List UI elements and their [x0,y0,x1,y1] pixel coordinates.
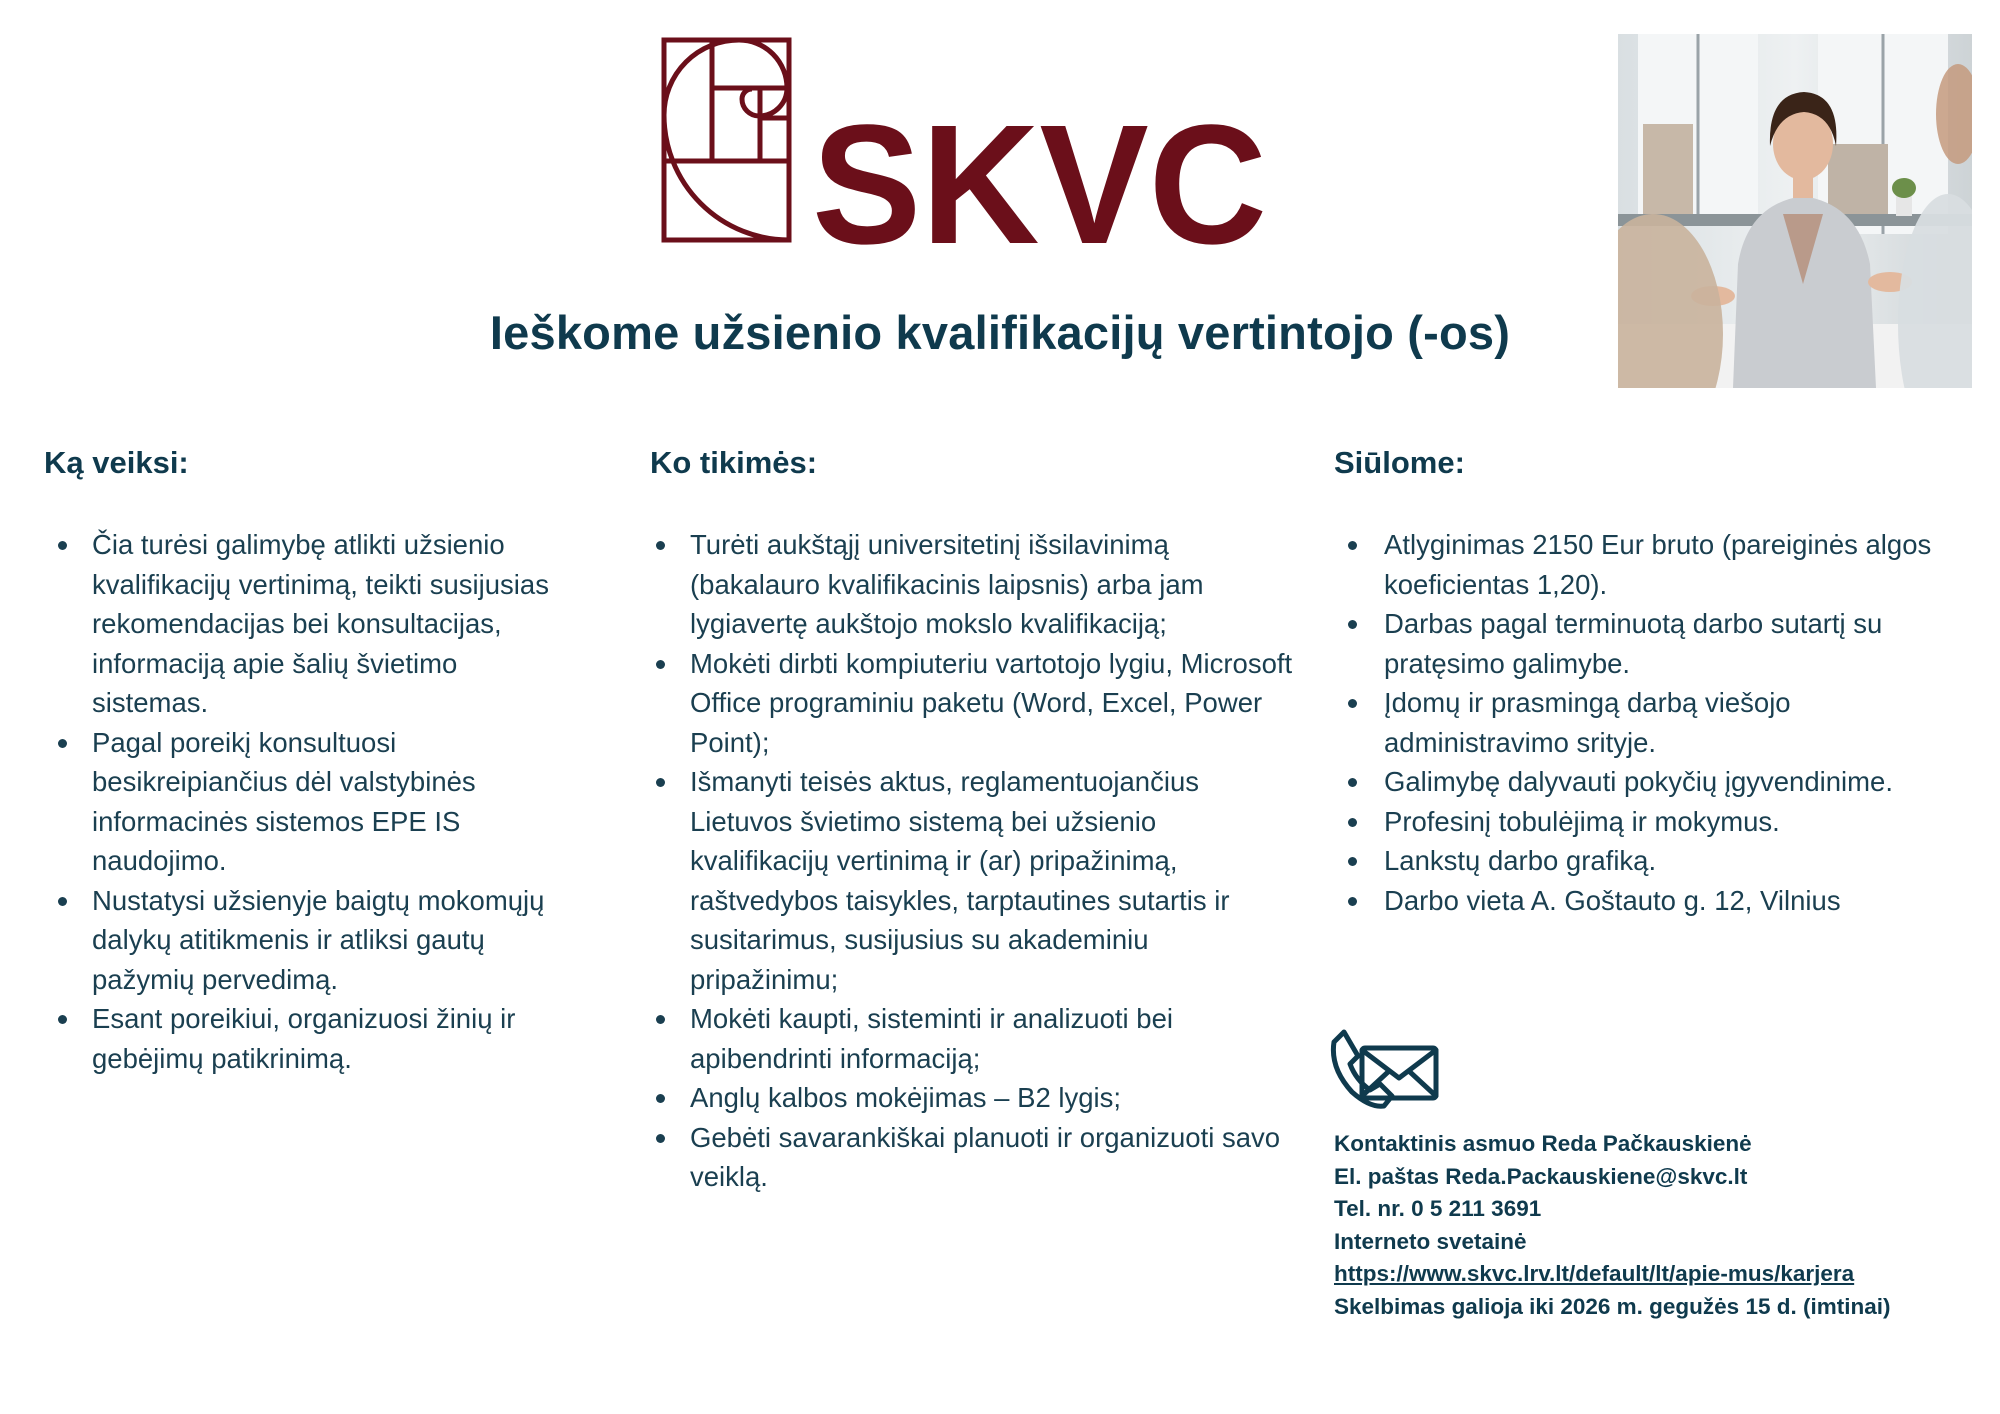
column-requirements [650,445,1300,1197]
list-item: Pagal poreikį konsultuosi besikreipiančius dėl valstybinės informacinės sistemos EPE IS naudojimo. [44,723,564,881]
list-item: Lankstų darbo grafiką. [1334,841,1964,881]
list-item: Čia turėsi galimybę atlikti užsienio kvalifikacijų vertinimą, teikti susijusias rekomendacijas bei konsultacijas, informaciją apie šalių švietimo sistemas. [44,525,564,723]
list-item: Darbas pagal terminuotą darbo sutartį su pratęsimo galimybe. [1334,604,1964,683]
column-heading: Siūlome: [1334,445,1465,480]
offer-list [1334,525,1964,920]
column-heading: Ko tikimės: [650,445,818,480]
phone-envelope-icon [1330,1028,1440,1110]
requirements-list [650,525,1300,1197]
column-offer [1334,445,1964,920]
list-item: Esant poreikiui, organizuosi žinių ir gebėjimų patikrinimą. [44,999,564,1078]
list-item: Mokėti dirbti kompiuteriu vartotojo lygiu, Microsoft Office programiniu paketu (Word, Excel, Power Point); [650,644,1300,763]
list-item: Turėti aukštąjį universitetinį išsilavinimą (bakalauro kvalifikacinis laipsnis) arba jam lygiavertę aukštojo mokslo kvalifikaciją; [650,525,1300,644]
list-item: Nustatysi užsienyje baigtų mokomųjų dalykų atitikmenis ir atliksi gautų pažymių pervedimą. [44,881,564,1000]
list-item: Gebėti savarankiškai planuoti ir organizuoti savo veiklą. [650,1118,1300,1197]
contact-info [1334,1128,1974,1323]
logo-wordmark: SKVC [812,90,1267,251]
page-title: Ieškome užsienio kvalifikacijų vertintojo (-os) [489,306,1511,359]
contact-email[interactable]: El. paštas Reda.Packauskiene@skvc.lt [1334,1163,1748,1189]
golden-spiral-icon [660,36,1280,251]
column-duties [44,445,564,1078]
contact-phone[interactable]: Tel. nr. 0 5 211 3691 [1334,1196,1542,1221]
list-item: Atlyginimas 2150 Eur bruto (pareiginės algos koeficientas 1,20). [1334,525,1964,604]
list-item: Profesinį tobulėjimą ir mokymus. [1334,802,1964,842]
column-heading: Ką veiksi: [44,445,189,480]
website-link[interactable]: https://www.skvc.lrv.lt/default/lt/apie-mus/karjera [1334,1261,1855,1286]
list-item: Galimybę dalyvauti pokyčių įgyvendinime. [1334,762,1964,802]
list-item: Mokėti kaupti, sisteminti ir analizuoti bei apibendrinti informaciją; [650,999,1300,1078]
validity-note: Skelbimas galioja iki 2026 m. gegužės 15 d. (imtinai) [1334,1293,1891,1319]
website-label: Interneto svetainė [1334,1228,1527,1254]
skvc-logo [660,36,1280,251]
duties-list [44,525,564,1078]
list-item: Darbo vieta A. Goštauto g. 12, Vilnius [1334,881,1964,921]
list-item: Išmanyti teisės aktus, reglamentuojančius Lietuvos švietimo sistemą bei užsienio kvalifikacijų vertinimą ir (ar) pripažinimą, raštvedybos taisykles, tarptautines sutartis ir susitarimus, susijusius su akademiniu pripažinimu; [650,762,1300,999]
list-item: Anglų kalbos mokėjimas – B2 lygis; [650,1078,1300,1118]
list-item: Įdomų ir prasmingą darbą viešojo administravimo srityje. [1334,683,1964,762]
contact-person: Kontaktinis asmuo Reda Pačkauskienė [1334,1131,1752,1156]
